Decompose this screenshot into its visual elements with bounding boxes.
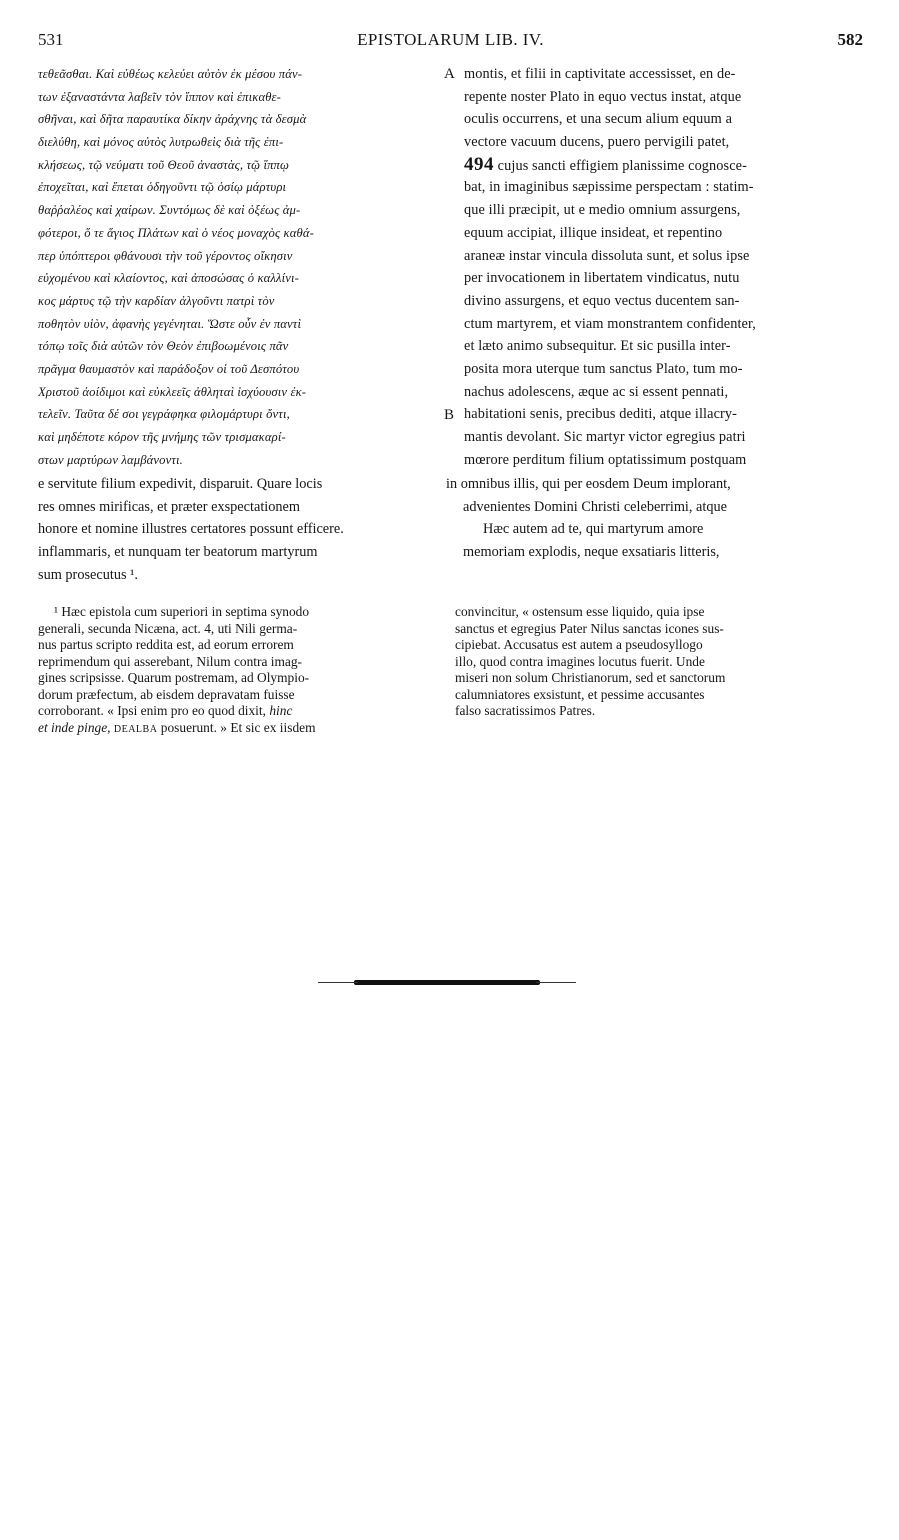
greek-text-line: καὶ μηδέποτε κόρον τῆς μνήμης τῶν τρισμακαρί- — [38, 430, 286, 444]
greek-text-line: ποθητὸν υἱὸν, ἀφανὴς γεγένηται. Ὥστε οὖν ἐν παντὶ — [38, 316, 302, 331]
greek-text-line: φότεροι, ὅ τε ἅγιος Πλάτων καὶ ὁ νέος μοναχὸς καθά- — [38, 225, 314, 240]
footnote-line: falso sacratissimos Patres. — [455, 703, 596, 718]
running-title: EPISTOLARUM LIB. IV. — [357, 30, 544, 49]
footnote-line: dorum præfectum, ab eisdem depravatam fuisse — [38, 686, 295, 702]
greek-column — [38, 63, 442, 471]
footnote-line: ¹ Hæc epistola cum superiori in septima synodo — [54, 604, 310, 619]
footnote-line: cipiebat. Accusatus est autem a pseudosyllogo — [455, 637, 703, 652]
full-width-text — [38, 473, 864, 586]
latin-column — [464, 63, 864, 471]
full-width-line-left: honore et nomine illustres certatores possunt efficere. — [38, 521, 344, 538]
full-width-line-right: memoriam explodis, neque exsatiaris litteris, — [463, 544, 720, 561]
greek-text-line: Χριστοῦ ἀοίδιμοι καὶ εὐκλεεῖς ἀθληταὶ ἰσχύουσιν ἐκ- — [38, 384, 307, 399]
full-width-line-left: inflammaris, et nunquam ter beatorum martyrum — [38, 544, 318, 561]
footnote-line: et inde pinge, DEALBA posuerunt. » Et sic ex iisdem — [38, 719, 316, 735]
margin-marker-a: A — [444, 66, 455, 82]
full-width-line-right: advenientes Domini Christi celeberrimi, atque — [463, 498, 728, 515]
footnote-line: convincitur, « ostensum esse liquido, quia ipse — [455, 604, 705, 619]
margin-marker-b: B — [444, 407, 455, 423]
latin-text-line — [464, 154, 864, 177]
latin-text-line: et læto animo subsequitur. Et sic pusilla inter- — [464, 338, 731, 355]
footnote-right-column — [455, 604, 865, 720]
footnote-line: reprimendum qui asserebant, Nilum contra imag- — [38, 653, 303, 669]
greek-text-line: στων μαρτύρων λαμβάνοντι. — [38, 452, 183, 467]
footnote-line: generali, secunda Nicæna, act. 4, uti Nili germa- — [38, 620, 298, 636]
full-width-line-left: e servitute filium expedivit, disparuit. Quare locis — [38, 476, 323, 492]
ornamental-divider — [354, 980, 540, 985]
greek-text-line: σθῆναι, καὶ δῆτα παραυτίκα δίκην ἀράχνης τὰ δεσμὰ — [38, 112, 307, 127]
greek-text-line: κος μάρτυς τῷ τὴν καρδίαν ἀλγοῦντι πατρὶ τὸν — [38, 293, 275, 308]
latin-text-line: que illi præcipit, ut e medio omnium assurgens, — [464, 202, 741, 219]
full-width-line-right: Hæc autem ad te, qui martyrum amore — [483, 521, 704, 538]
latin-text-line: divino assurgens, et equo vectus ducentem san- — [464, 292, 740, 309]
full-width-line — [38, 473, 864, 496]
latin-text-line: montis, et filii in captivitate accessisset, en de- — [464, 66, 736, 82]
latin-text-line: vectore vacuum ducens, puero pervigili patet, — [464, 134, 730, 151]
footnote-line: calumniatores exsistunt, et pessime accusantes — [455, 686, 705, 702]
page-header — [38, 30, 863, 54]
full-width-line — [38, 564, 864, 587]
latin-text-line: ctum martyrem, et viam monstrantem confidenter, — [464, 315, 756, 332]
latin-text-line: equum accipiat, illique insideat, et repentino — [464, 224, 723, 241]
greek-text-line: τεθεᾶσθαι. Καὶ εὐθέως κελεύει αὐτὸν ἐκ μέσου πάν- — [38, 67, 303, 81]
footnote-smallcaps: DEALBA — [113, 723, 158, 735]
latin-text-line: posita mora uterque tum sanctus Plato, tum mo- — [464, 360, 743, 377]
full-width-line — [38, 541, 864, 564]
footnote-line: gines scripsisse. Quarum postremam, ad Olympio- — [38, 670, 310, 685]
greek-text-line: διελύθη, καὶ μόνος αὐτὸς λυτρωθεὶς διὰ τῆς ἐπι- — [38, 135, 284, 150]
full-width-line — [38, 496, 864, 519]
greek-text-line: θαῤῥαλέος καὶ χαίρων. Συντόμως δὲ καὶ ὀξέως ἀμ- — [38, 203, 301, 218]
footnote-italic: et inde pinge — [38, 719, 108, 735]
full-width-line-right: in omnibus illis, qui per eosdem Deum implorant, — [446, 476, 731, 492]
latin-text-line: repente noster Plato in equo vectus instat, atque — [464, 88, 742, 105]
footnote-line: illo, quod contra imagines locutus fuerit. Unde — [455, 653, 705, 669]
latin-text-line: araneæ instar vincula dissoluta sunt, et solus ipse — [464, 247, 750, 264]
latin-text-segment: cujus sancti effigiem planissime cognosce- — [494, 157, 747, 174]
footnote-line: miseri non solum Christianorum, sed et sanctorum — [455, 670, 726, 685]
latin-text-line: nachus adolescens, æque ac si essent pennati, — [464, 383, 729, 400]
greek-text-line: τελεῖν. Ταῦτα δέ σοι γεγράφηκα φιλομάρτυρι ὄντι, — [38, 407, 290, 422]
greek-text-line: των ἐξαναστάντα λαβεῖν τὸν ἵππον καὶ ἐπικαθε- — [38, 89, 282, 104]
latin-text-line: per invocationem in libertatem vindicatus, nutu — [464, 270, 740, 287]
greek-text-line: περ ὑπόπτεροι φθάνουσι τὴν τοῦ γέροντος οἴκησιν — [38, 248, 293, 263]
greek-text-line: εὐχομένου καὶ κλαίοντος, καὶ ἀποσώσας ὁ καλλίνι- — [38, 271, 300, 286]
greek-text-line: πρᾶγμα θαυμαστὸν καὶ παράδοξον οἱ τοῦ Δεσπότου — [38, 361, 300, 376]
footnote-left-column — [38, 604, 444, 736]
footnote-line: nus partus scripto reddita est, ad eorum errorem — [38, 637, 294, 652]
footnote-line: sanctus et egregius Pater Nilus sanctas icones sus- — [455, 620, 724, 636]
column-number: 494 — [464, 153, 494, 175]
latin-text-line: oculis occurrens, et una secum alium equum a — [464, 111, 733, 128]
page-number-left: 531 — [38, 30, 64, 49]
greek-text-line: κλήσεως, τῷ νεύματι τοῦ Θεοῦ ἀναστὰς, τῷ ἵππῳ — [38, 157, 290, 172]
page-number-right: 582 — [837, 30, 863, 49]
greek-text-line: ἐποχεῖται, καὶ ἕπεται ὁδηγοῦντι τῷ ὁσίῳ μάρτυρι — [38, 180, 287, 195]
latin-text-line: bat, in imaginibus sæpissime perspectam : statim- — [464, 179, 754, 196]
full-width-line — [38, 518, 864, 541]
latin-text-line: mœrore perditum filium optatissimum postquam — [464, 451, 747, 468]
latin-text-line: mantis devolant. Sic martyr victor egregius patri — [464, 429, 746, 445]
latin-text-line: habitationi senis, precibus dediti, atque illacry- — [464, 406, 737, 423]
footnote-italic: hinc — [269, 703, 293, 718]
footnote-line: corroborant. « Ipsi enim pro eo quod dixit, hinc — [38, 703, 293, 718]
greek-text-line: τόπῳ τοῖς διὰ αὐτῶν τὸν Θεὸν ἐπιβοωμένοις πᾶν — [38, 339, 289, 354]
full-width-line-left: sum prosecutus ¹. — [38, 566, 138, 583]
full-width-line-left: res omnes mirificas, et præter exspectationem — [38, 498, 301, 515]
